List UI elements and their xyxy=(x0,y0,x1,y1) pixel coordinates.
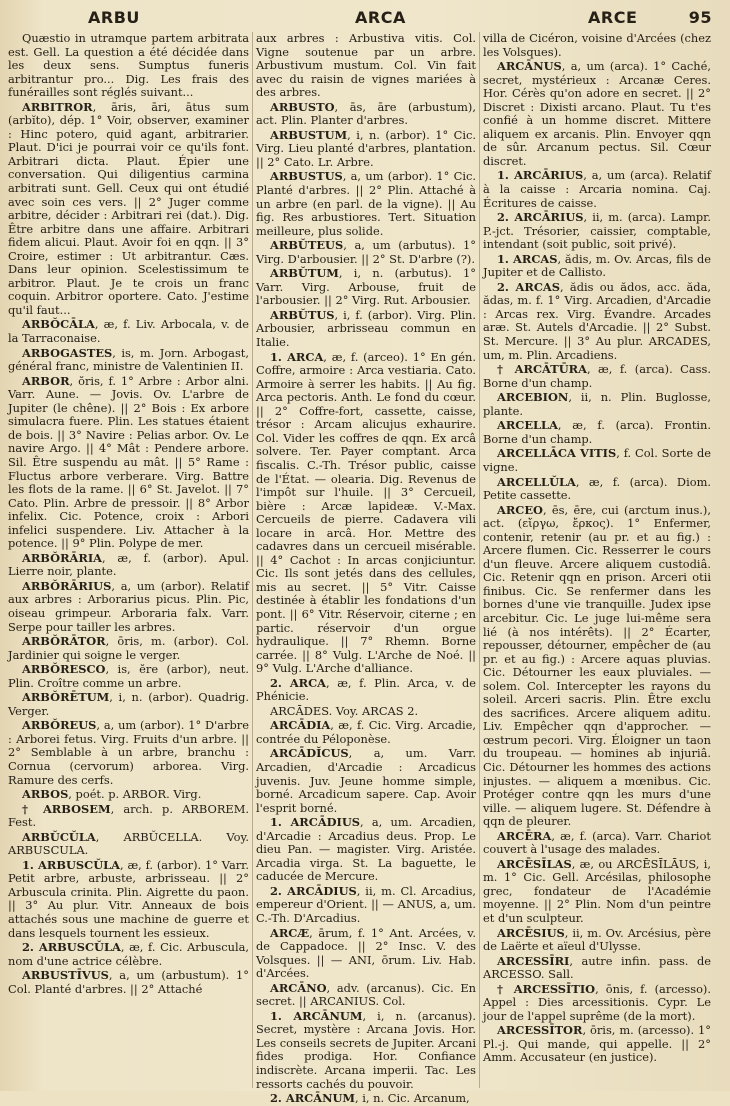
dictionary-entry: ARCESSĪTOR, ōris, m. (arcesso). 1° Pl.-j. Qui mande, qui appelle. || 2° Amm. Accusateur (en justice). xyxy=(483,1023,711,1065)
column-left xyxy=(8,32,252,1088)
dictionary-entry: aux arbres : Arbustiva vitis. Col. Vigne soutenue par un arbre. Arbustivum mustum. Col. Vin fait avec du raisin de vignes mariées à des arbres. xyxy=(256,31,476,100)
dictionary-entry: 1. ARCĀDIUS, a, um. Arcadien, d'Arcadie : Arcadius deus. Prop. Le dieu Pan. — magister. Virg. Aristée. Arcadia virga. St. La baguette, le caducée de Mercure. xyxy=(256,815,476,884)
dictionary-entry: ARBŎRĀRIA, æ, f. (arbor). Apul. Lierre noir, plante. xyxy=(8,550,249,579)
dictionary-entry: Quæstio in utramque partem arbitrata est. Gell. La question a été décidée dans les deux sens. Sumptus funeris arbitrantur pro... Dig. Les frais des funérailles sont réglés suivant... xyxy=(8,31,249,100)
dictionary-entry: ARBŎCĀLA, æ, f. Liv. Arbocala, v. de la Tarraconaise. xyxy=(8,317,249,346)
dictionary-entry: 1. ARCĀNUM, i, n. (arcanus). Secret, mystère : Arcana Jovis. Hor. Les conseils secrets de Jupiter. Arcani fides prodiga. Hor. Confiance indiscrète. Arcana imperii. Tac. Les ressorts cachés du pouvoir. xyxy=(256,1008,476,1091)
dictionary-entry: ARBŬTUM, i, n. (arbutus). 1° Varr. Virg. Arbouse, fruit de l'arbousier. || 2° Virg. Rut. Arbousier. xyxy=(256,266,476,308)
dictionary-entry: ARBUSTUS, a, um (arbor). 1° Cic. Planté d'arbres. || 2° Plin. Attaché à un arbre (en parl. de la vigne). || Au fig. Res arbustiores. Tert. Situation meilleure, plus solide. xyxy=(256,169,476,238)
dictionary-entry: ARBŬTEUS, a, um (arbutus). 1° Virg. D'arbousier. || 2° St. D'arbre (?). xyxy=(256,238,476,266)
dictionary-entry: 2. ARCAS, ădis ou ădos, acc. ăda, ădas, m. f. 1° Virg. Arcadien, d'Arcadie : Arcas rex. Virg. Évandre. Arcades aræ. St. Autels d'Arcadie. || 2° Subst. St. Mercure. || 3° Au plur. ARCADES, um, m. Plin. Arcadiens. xyxy=(483,279,711,362)
dictionary-entry: 1. ARBUSCŬLA, æ, f. (arbor). 1° Varr. Petit arbre, arbuste, arbrisseau. || 2° Arbuscula crinita. Plin. Aigrette du paon. || 3° Au plur. Vitr. Anneaux de bois attachés sous une machine de guerre et dans lesquels tournent les essieux. xyxy=(8,857,249,940)
running-head-right: ARCE xyxy=(588,8,638,27)
dictionary-entry: † ARBOSEM, arch. p. ARBOREM. Fest. xyxy=(8,801,249,830)
dictionary-entry: ARBŬCŬLA, ARBŬCELLA. Voy. ARBUSCULA. xyxy=(8,829,249,858)
running-head-left: ARBU xyxy=(88,8,140,27)
dictionary-entry: 1. ARCA, æ, f. (arceo). 1° En gén. Coffre, armoire : Arca vestiaria. Cato. Armoire à serrer les habits. || Au fig. Arca pectoris. Anth. Le fond du cœur. || 2° Coffre-fort, cassette, caisse, trésor : Arcam alicujus exhaurire. Col. Vider les coffres de qqn. Ex arcâ solvere. Ter. Payer comptant. Arca fiscalis. C.-Th. Trésor public, caisse de l'État. — olearia. Dig. Revenus de l'impôt sur l'huile. || 3° Cercueil, bière : Arcæ lapideæ. V.-Max. Cercueils de pierre. Cadavera vili locare in arcâ. Hor. Mettre des cadavres dans un cercueil misérable. || 4° Cachot : In arcas conjiciuntur. Cic. Ils sont jetés dans des cellules, mis au secret. || 5° Vitr. Caisse destinée à établir les fondations d'un pont. || 6° Vitr. Réservoir, citerne ; en partic. réservoir d'un orgue hydraulique. || 7° Rhemn. Borne carrée. || 8° Vulg. L'Arche de Noé. || 9° Vulg. L'Arche d'alliance. xyxy=(256,349,476,676)
column-right xyxy=(480,32,714,1088)
dictionary-entry: 2. ARCA, æ, f. Plin. Arca, v. de Phénicie. xyxy=(256,675,476,704)
column-middle xyxy=(252,31,480,1106)
dictionary-entry: 1. ARCAS, ădis, m. Ov. Arcas, fils de Jupiter et de Callisto. xyxy=(483,251,711,280)
dictionary-entry: ARCĒSĪLAS, æ, ou ARCĒSĪLĀUS, i, m. 1° Cic. Gell. Arcésilas, philosophe grec, fondateur de l'Académie moyenne. || 2° Plin. Nom d'un peintre et d'un sculpteur. xyxy=(483,856,711,925)
text-columns xyxy=(8,31,722,1106)
dictionary-entry: ARCELLA, æ, f. (arca). Frontin. Borne d'un champ. xyxy=(483,418,711,446)
dictionary-entry: † ARCESSĪTIO, ōnis, f. (arcesso). Appel : Dies arcessitionis. Cypr. Le jour de l'appel suprême (de la mort). xyxy=(483,981,711,1023)
dictionary-entry: villa de Cicéron, voisine d'Arcées (chez les Volsques). xyxy=(483,31,711,59)
dictionary-entry: ARBOS, poét. p. ARBOR. Virg. xyxy=(22,787,202,802)
dictionary-entry: ARBŎRĀRIUS, a, um (arbor). Relatif aux arbres : Arborarius picus. Plin. Pic, oiseau grimpeur. Arboraria falx. Varr. Serpe pour tailler les arbres. xyxy=(8,578,249,634)
dictionary-entry: ARBŎRESCO, is, ĕre (arbor), neut. Plin. Croître comme un arbre. xyxy=(8,662,249,690)
dictionary-entry: ARCĀDĬCUS, a, um. Varr. Arcadien, d'Arcadie : Arcadicus juvenis. Juv. Jeune homme simple, borné. Arcadicum sapere. Cap. Avoir l'esprit borné. xyxy=(256,746,476,815)
dictionary-entry: ARCELLŬLA, æ, f. (arca). Diom. Petite cassette. xyxy=(483,474,711,503)
dictionary-entry: ARCEO, ēs, ēre, cui (arctum inus.), act. (εἴργω, ἔρκος). 1° Enfermer, contenir, retenir (au pr. et au fig.) : Arcere flumen. Cic. Resserrer le cours d'un fleuve. Arcere aliquem custodiâ. Cic. Retenir qqn en prison. Arceri otii finibus. Cic. Se renfermer dans les bornes d'une vie tranquille. Judex ipse arcebitur. Cic. Le juge lui-même sera lié (à nos intérêts). || 2° Écarter, repousser, détourner, empêcher de (au pr. et au fig.) : Arcere aquas pluvias. Cic. Détourner les eaux pluviales. — solem. Col. Intercepter les rayons du soleil. Arceri sacris. Plin. Être exclu des sacrifices. Arcere aliquem aditu. Liv. Empêcher qqn d'approcher. — œstrum pecori. Virg. Éloigner un taon du troupeau. — homines ab injuriâ. Cic. Détourner les hommes des actions injustes. — aliquem a mœnibus. Cic. Protéger contre qqn les murs d'une ville. — aliquem lugere. St. Défendre à qqn de pleurer. xyxy=(483,502,711,829)
dictionary-entry: † ARCĀTŪRA, æ, f. (arca). Cass. Borne d'un champ. xyxy=(483,362,711,390)
page-number: 95 xyxy=(688,8,712,27)
dictionary-entry: ARBITROR, āris, āri, ātus sum (arbĭto), dép. 1° Voir, observer, examiner : Hinc potero, quid agant, arbitrarier. Plaut. D'ici je pourrai voir ce qu'ils font. Arbitrari dicta. Plaut. Épier une conversation. Qui diligentius carmina arbitrati sunt. Gell. Ceux qui ont étudié avec soin ces vers. || 2° Juger comme arbitre, décider : Arbitrari rei (dat.). Dig. Être arbitre dans une affaire. Arbitrari fidem alicui. Plaut. Avoir foi en qqn. || 3° Croire, estimer : Ut arbitrantur. Cæs. Dans leur opinion. Scelestissimum te arbitror. Plaut. Je te crois un franc coquin. Arbitror oportere. Cato. J'estime qu'il faut... xyxy=(8,99,249,317)
dictionary-entry: ARBŎRĒTUM, i, n. (arbor). Quadrig. Verger. xyxy=(8,690,249,718)
dictionary-entry: ARCELLĀCA VITIS, f. Col. Sorte de vigne. xyxy=(483,446,711,474)
dictionary-entry: ARBUSTUM, i, n. (arbor). 1° Cic. Virg. Lieu planté d'arbres, plantation. || 2° Cato. Lr. Arbre. xyxy=(256,127,476,169)
dictionary-entry: ARBOR, ŏris, f. 1° Arbre : Arbor alni. Varr. Aune. — Jovis. Ov. L'arbre de Jupiter (le chêne). || 2° Bois : Ex arbore simulacra fuere. Plin. Les statues étaient de bois. || 3° Navire : Pelias arbor. Ov. Le navire Argo. || 4° Mât : Pendere arbore. Sil. Être suspendu au mât. || 5° Rame : Fluctus arbore verberare. Virg. Battre les flots de la rame. || 6° St. Javelot. || 7° Cato. Plin. Arbre de pressoir. || 8° Arbor infelix. Cic. Potence, croix : Arbori infelici suspendere. Liv. Attacher à la potence. || 9° Plin. Polype de mer. xyxy=(8,373,249,551)
dictionary-entry: ARBŎREUS, a, um (arbor). 1° D'arbre : Arborei fetus. Virg. Fruits d'un arbre. || 2° Semblable à un arbre, branchu : Cornua (cervorum) arborea. Virg. Ramure des cerfs. xyxy=(8,718,249,787)
dictionary-entry: ARCĒSIUS, ii, m. Ov. Arcésius, père de Laërte et aïeul d'Ulysse. xyxy=(483,925,711,954)
dictionary-entry: ARCĀNO, adv. (arcanus). Cic. En secret. || ARCANIUS. Col. xyxy=(256,980,476,1009)
dictionary-entry: ARCESSĪRI, autre infin. pass. de ARCESSO. Sall. xyxy=(483,953,711,982)
dictionary-entry: 2. ARCĀRIUS, ii, m. (arca). Lampr. P.-jct. Trésorier, caissier, comptable, intendant (soit public, soit privé). xyxy=(483,210,711,252)
dictionary-entry: ARBUSTO, ās, āre (arbustum), act. Plin. Planter d'arbres. xyxy=(256,99,476,128)
dictionary-entry: ARCĒRA, æ, f. (arca). Varr. Chariot couvert à l'usage des malades. xyxy=(483,828,711,857)
dictionary-entry: 2. ARBUSCŬLA, æ, f. Cic. Arbuscula, nom d'une actrice célèbre. xyxy=(8,940,249,968)
running-head-center: ARCA xyxy=(355,8,406,27)
dictionary-entry: 2. ARCĀDIUS, ii, m. Cl. Arcadius, empereur d'Orient. || — ANUS, a, um. C.-Th. D'Arcadius. xyxy=(256,883,476,925)
dictionary-entry: ARBŬTUS, i, f. (arbor). Virg. Plin. Arbousier, arbrisseau commun en Italie. xyxy=(256,307,476,350)
dictionary-entry: ARCĀDES. Voy. ARCAS 2. xyxy=(270,703,419,718)
dictionary-entry: ARCĀDIA, æ, f. Cic. Virg. Arcadie, contrée du Péloponèse. xyxy=(256,718,476,746)
dictionary-entry: 2. ARCĀNUM, i, n. Cic. Arcanum, xyxy=(270,1091,470,1106)
dictionary-entry: ARBŎRĀTOR, ōris, m. (arbor). Col. Jardinier qui soigne le verger. xyxy=(8,634,249,662)
dictionary-entry: ARCEBION, ii, n. Plin. Buglosse, plante. xyxy=(483,390,711,418)
dictionary-entry: ARCÆ, ārum, f. 1° Ant. Arcées, v. de Cappadoce. || 2° Insc. V. des Volsques. || — ANI, ōrum. Liv. Hab. d'Arcées. xyxy=(256,925,476,981)
dictionary-entry: ARCĀNUS, a, um (arca). 1° Caché, secret, mystérieux : Arcanæ Ceres. Hor. Cérès qu'on adore en secret. || 2° Discret : Dixisti arcano. Plaut. Tu t'es confié à un homme discret. Mittere aliquem ex arcanis. Plin. Envoyer qqn de sûr. Arcanum pectus. Sil. Cœur discret. xyxy=(483,59,711,168)
dictionary-entry: 1. ARCĀRIUS, a, um (arca). Relatif à la caisse : Arcaria nomina. Caj. Écritures de caisse. xyxy=(483,168,711,210)
dictionary-entry: ARBUSTĪVUS, a, um (arbustum). 1° Col. Planté d'arbres. || 2° Attaché xyxy=(8,968,249,996)
dictionary-entry: ARBOGASTES, is, m. Jorn. Arbogast, général franc, ministre de Valentinien II. xyxy=(8,345,249,374)
page-header xyxy=(8,2,722,32)
